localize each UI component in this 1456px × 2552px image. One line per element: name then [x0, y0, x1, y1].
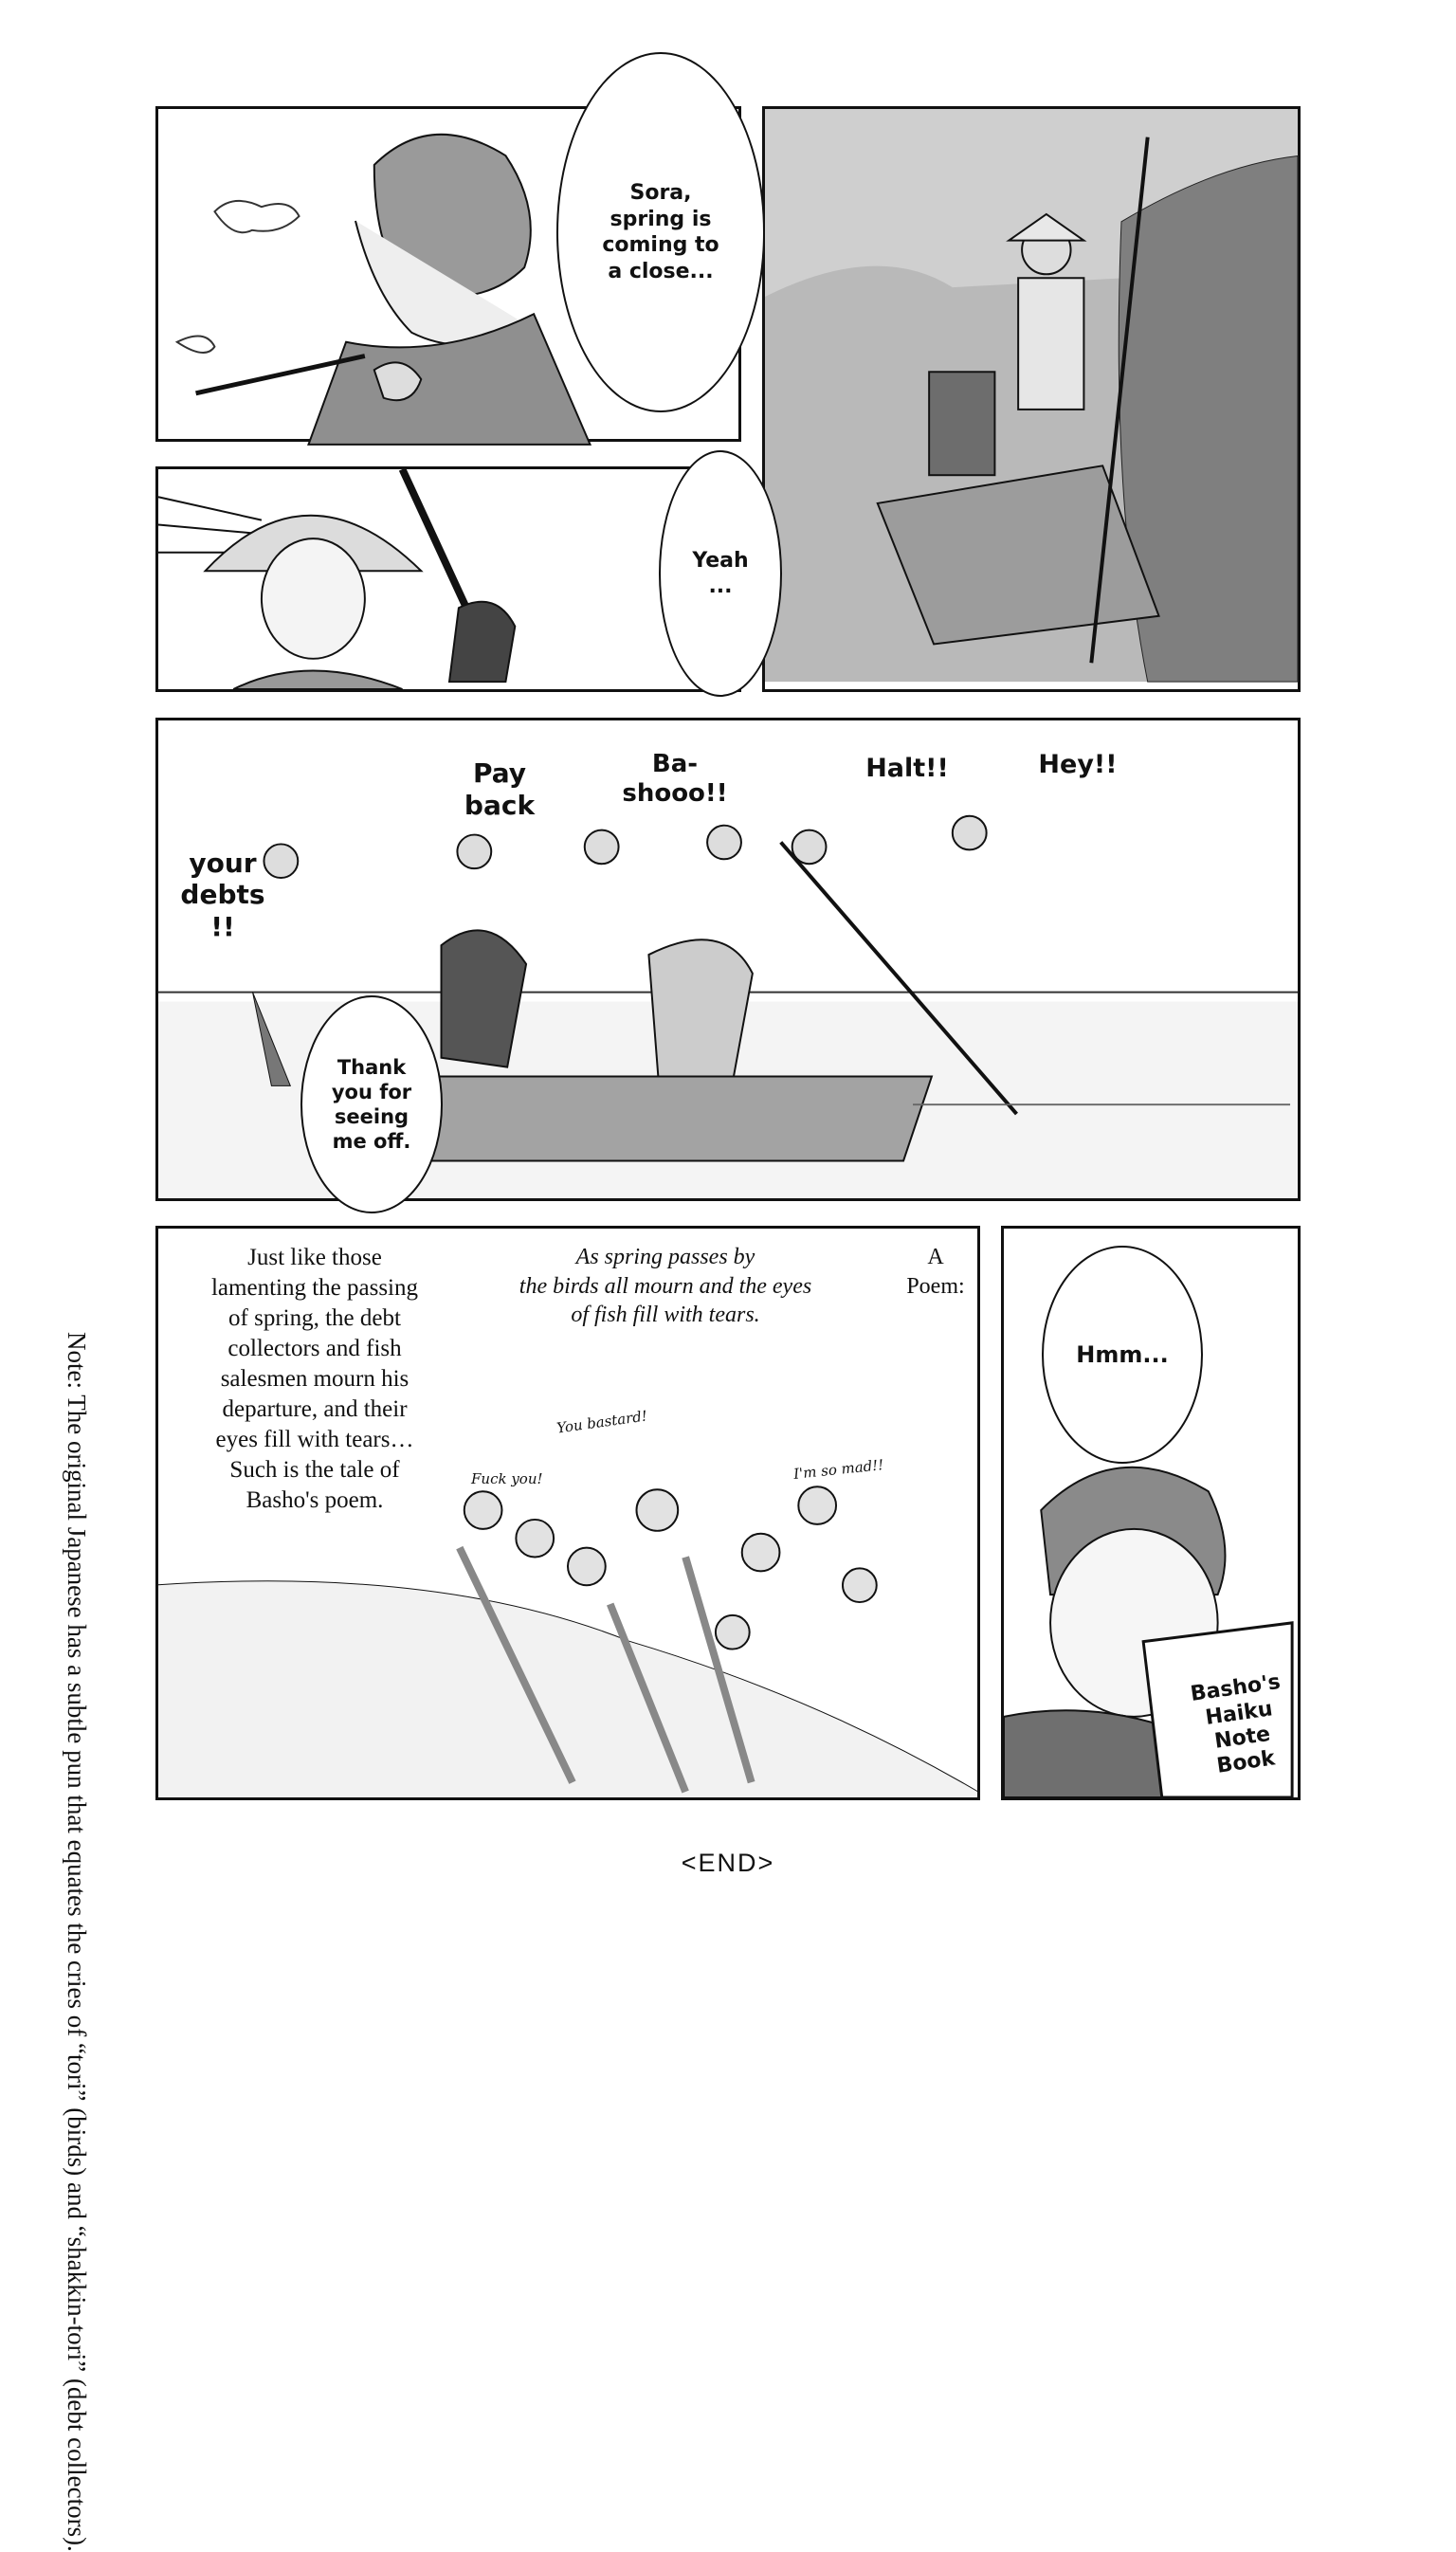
panel-chase: [155, 718, 1301, 1201]
panel-basho-notebook: [1001, 1226, 1301, 1800]
panel-boat-river: [762, 106, 1301, 692]
shout-halt: Halt!!: [865, 753, 949, 783]
speech-balloon: Sora, spring is coming to a close...: [556, 52, 765, 412]
translator-note: Note: The original Japanese has a subtle pun that equates the cries of “tori” (birds) and “shakkin-tori” (debt collectors).: [63, 1332, 91, 2552]
crowd-shout-you-bastard: You bastard!: [555, 1407, 648, 1437]
shout-your-debts: your debts !!: [180, 847, 265, 942]
panel-poem-crowd: [155, 1226, 980, 1800]
speech-balloon: Hmm...: [1042, 1246, 1203, 1464]
shout-bashooo: Ba- shooo!!: [622, 749, 728, 808]
speech-balloon: Thank you for seeing me off.: [300, 995, 443, 1213]
speech-balloon: Yeah ...: [659, 450, 782, 697]
shout-pay-back: Pay back: [464, 757, 536, 821]
end-marker: <END>: [681, 1849, 775, 1877]
narration-text: Just like those lamenting the passing of spring, the debt collectors and fish salesmen mourn his departure, and their eyes fill with tears… Such is the tale of Basho's poem.: [210, 1245, 419, 1513]
panel-art: [765, 109, 1298, 689]
crowd-shout-so-mad: I'm so mad!!: [792, 1456, 885, 1483]
notebook-cover-text: Basho's Haiku Note Book: [1189, 1670, 1283, 1779]
panel-art: [158, 469, 738, 689]
shout-hey: Hey!!: [1038, 749, 1118, 779]
crowd-shout-fuck-you: Fuck you!: [471, 1470, 543, 1487]
poem-text: As spring passes by the birds all mourn and the eyes of fish fill with tears.: [519, 1245, 812, 1328]
poem-label: A Poem:: [906, 1245, 965, 1299]
panel-sora: [155, 466, 749, 692]
panel-basho-smoking: [155, 106, 741, 442]
